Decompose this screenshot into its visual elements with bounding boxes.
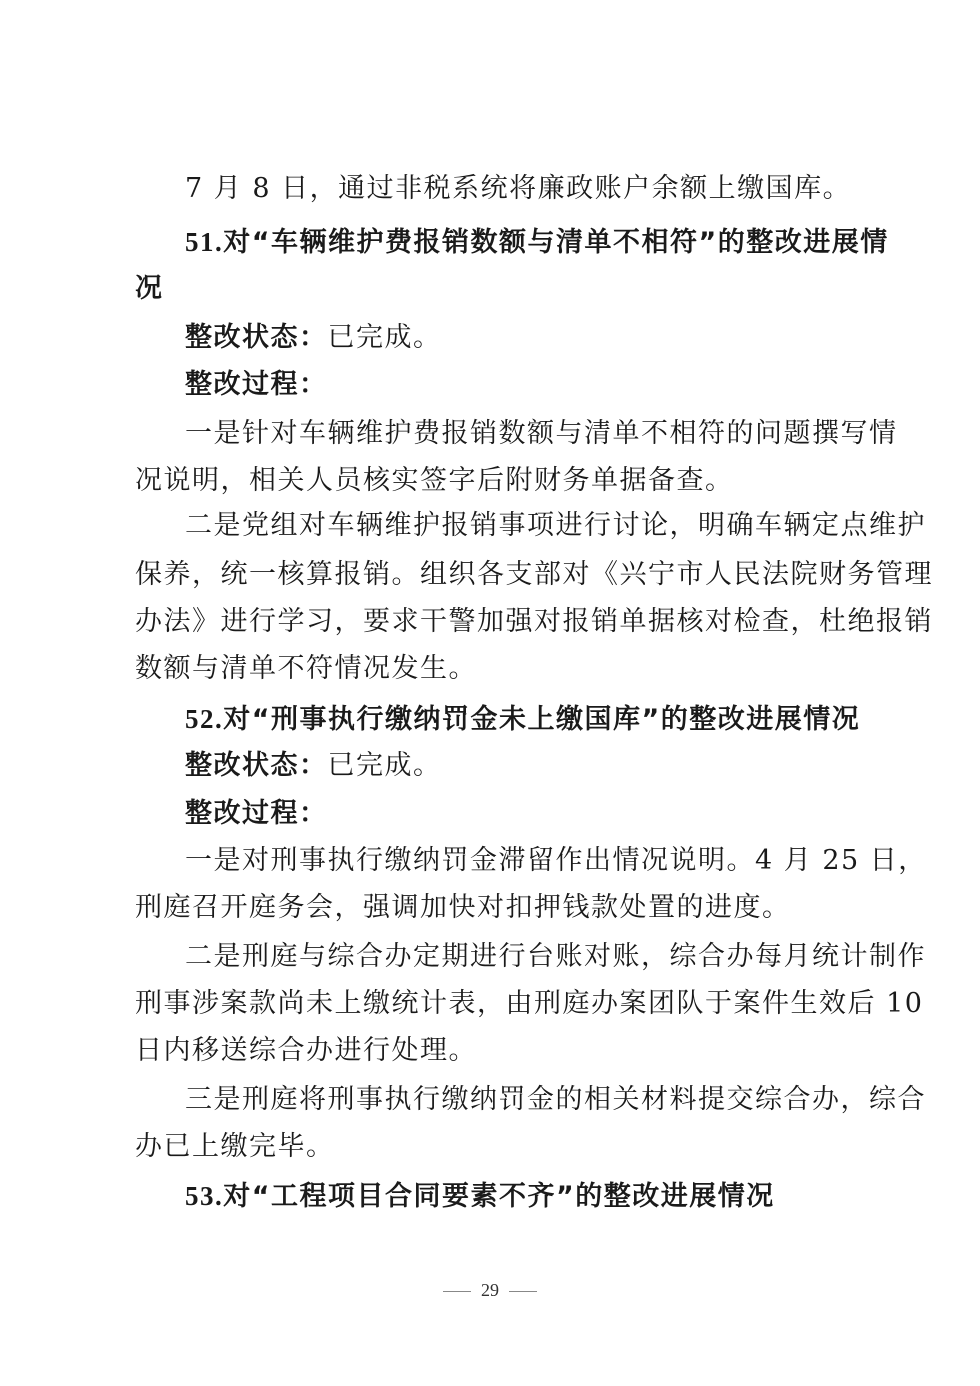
- status-value: 已完成。: [327, 322, 442, 353]
- section-heading-51-cont: [0, 266, 980, 312]
- paragraph-line: [0, 166, 980, 212]
- paragraph-line: [0, 458, 980, 504]
- status-label: 整改状态：: [185, 750, 328, 781]
- paragraph-line: [0, 1124, 980, 1170]
- text: 日内移送综合办进行处理。: [135, 1035, 477, 1066]
- paragraph-line: [0, 934, 980, 980]
- text: 一是针对车辆维护费报销数额与清单不相符的问题撰写情: [185, 418, 898, 449]
- paragraph-line: [0, 599, 980, 645]
- process-label: 整改过程：: [185, 369, 328, 400]
- text: 办法》进行学习，要求干警加强对报销单据核对检查，杜绝报销: [135, 606, 933, 637]
- status-line-52: [0, 743, 980, 789]
- paragraph-line: [0, 411, 980, 457]
- process-label-52: [0, 791, 980, 837]
- heading-text: 对“工程项目合同要素不齐”的整改进展情况: [223, 1181, 775, 1212]
- text: 7 月 8 日，通过非税系统将廉政账户余额上缴国库。: [185, 173, 852, 204]
- status-line-51: [0, 315, 980, 361]
- text: 二是刑庭与综合办定期进行台账对账，综合办每月统计制作: [185, 941, 926, 972]
- text: 刑庭召开庭务会，强调加快对扣押钱款处置的进度。: [135, 892, 791, 923]
- paragraph-line: [0, 552, 980, 598]
- page-number: [0, 1280, 980, 1301]
- paragraph-line: [0, 1077, 980, 1123]
- paragraph-line: [0, 646, 980, 692]
- text: 二是党组对车辆维护报销事项进行讨论，明确车辆定点维护: [185, 510, 926, 541]
- paragraph-line: [0, 503, 980, 549]
- process-label-51: [0, 362, 980, 408]
- text: 保养，统一核算报销。组织各支部对《兴宁市人民法院财务管理: [135, 559, 933, 590]
- text: 况说明，相关人员核实签字后附财务单据备查。: [135, 465, 734, 496]
- page-number-text: 29: [481, 1280, 499, 1300]
- heading-text: 对“车辆维护费报销数额与清单不相符”的整改进展情: [223, 227, 889, 258]
- heading-text: 对“刑事执行缴纳罚金未上缴国库”的整改进展情况: [223, 704, 861, 735]
- text: 刑事涉案款尚未上缴统计表，由刑庭办案团队于案件生效后 10: [135, 988, 924, 1019]
- text: 办已上缴完毕。: [135, 1131, 335, 1162]
- heading-number: 51.: [185, 227, 224, 257]
- page-number-right-dash: [509, 1291, 537, 1292]
- page-number-left-dash: [443, 1291, 471, 1292]
- paragraph-line: [0, 1028, 980, 1074]
- process-label: 整改过程：: [185, 798, 328, 829]
- text: 一是对刑事执行缴纳罚金滞留作出情况说明。4 月 25 日，: [185, 845, 927, 876]
- heading-number: 53.: [185, 1181, 224, 1211]
- section-heading-53: [0, 1173, 980, 1220]
- section-heading-52: [0, 696, 980, 743]
- paragraph-line: [0, 885, 980, 931]
- text: 数额与清单不符情况发生。: [135, 653, 477, 684]
- heading-text: 况: [135, 273, 164, 304]
- heading-number: 52.: [185, 704, 224, 734]
- status-label: 整改状态：: [185, 322, 328, 353]
- section-heading-51: [0, 219, 980, 266]
- paragraph-line: [0, 981, 980, 1027]
- status-value: 已完成。: [327, 750, 442, 781]
- paragraph-line: [0, 838, 980, 884]
- text: 三是刑庭将刑事执行缴纳罚金的相关材料提交综合办，综合: [185, 1084, 926, 1115]
